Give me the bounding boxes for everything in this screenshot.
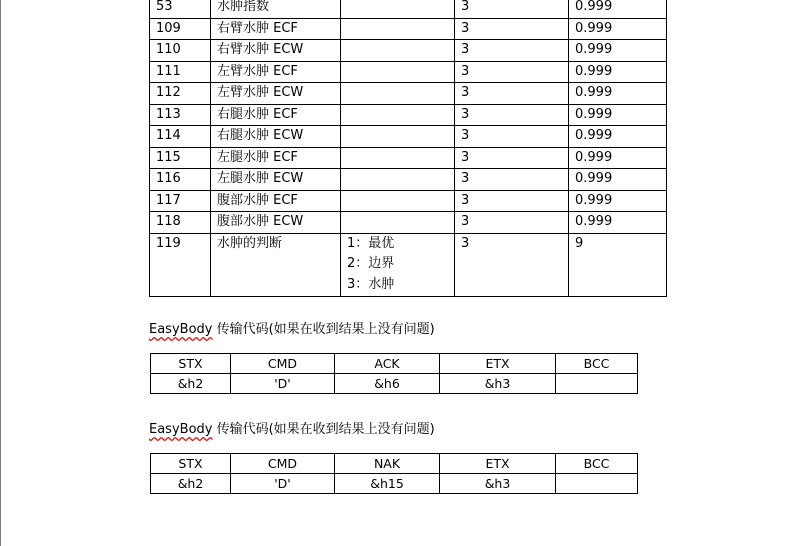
row-name: 腹部水肿 ECW [211,212,341,234]
row-col4: 3 [455,83,569,105]
nak-value-stx: &h2 [151,474,231,494]
table-row [150,190,667,212]
nak-value-bcc [556,474,638,494]
table-row [150,61,667,83]
row-name: 腹部水肿 ECF [211,190,341,212]
row-col5: 0.999 [569,169,667,191]
row-option [341,18,455,40]
row-name: 左臂水肿 ECF [211,61,341,83]
row-name: 左臂水肿 ECW [211,83,341,105]
page-left-edge [0,0,1,546]
row-option [341,83,455,105]
table-row [150,104,667,126]
row-id: 117 [150,190,211,212]
row-id: 53 [150,0,211,18]
row-name: 右臂水肿 ECW [211,40,341,62]
row-col4: 3 [455,147,569,169]
row-col4: 3 [455,18,569,40]
row-col5: 0.999 [569,40,667,62]
option-item: 1：最优 [347,235,395,251]
row-col4: 3 [455,61,569,83]
row-id: 111 [150,61,211,83]
row-option [341,40,455,62]
row-col4: 3 [455,233,569,296]
row-col5: 9 [569,233,667,296]
row-name: 水肿指数 [211,0,341,18]
ack-header-cmd: CMD [231,354,335,374]
section1-caption [149,318,435,337]
table-row [150,0,667,18]
row-name: 左腿水肿 ECW [211,169,341,191]
row-option [341,147,455,169]
table-row [150,18,667,40]
row-option [341,61,455,83]
table-row [150,212,667,234]
ack-value-bcc [556,374,638,394]
row-col4: 3 [455,104,569,126]
nak-value-etx: &h3 [440,474,556,494]
row-col4: 3 [455,169,569,191]
nak-header-nak: NAK [335,454,440,474]
row-col4: 3 [455,190,569,212]
row-id: 118 [150,212,211,234]
row-name: 水肿的判断 [211,233,341,296]
nak-header-bcc: BCC [556,454,638,474]
nak-header-etx: ETX [440,454,556,474]
section2-brand: EasyBody [149,422,213,437]
option-item: 2：边界 [347,256,395,271]
row-option [341,212,455,234]
row-option [341,104,455,126]
nak-value-nak: &h15 [335,474,440,494]
row-option [341,169,455,191]
row-id: 113 [150,104,211,126]
section2-caption-text: 传输代码(如果在收到结果上没有问题) [216,422,435,437]
row-col5: 0.999 [569,104,667,126]
ack-header-row [151,354,638,374]
row-id: 109 [150,18,211,40]
row-id: 112 [150,83,211,105]
ack-header-ack: ACK [335,354,440,374]
row-option [341,126,455,148]
row-col5: 0.999 [569,83,667,105]
row-col5: 0.999 [569,147,667,169]
row-options [341,233,455,296]
row-option [341,190,455,212]
nak-header-stx: STX [151,454,231,474]
ack-value-stx: &h2 [151,374,231,394]
ack-value-etx: &h3 [440,374,556,394]
nak-code-table [150,453,638,494]
option-item: 3：水肿 [347,276,395,292]
ack-code-table [150,353,638,394]
table-row [150,83,667,105]
table-row [150,126,667,148]
row-col5: 0.999 [569,212,667,234]
ack-value-row [151,374,638,394]
row-id: 115 [150,147,211,169]
row-id: 110 [150,40,211,62]
nak-value-row [151,474,638,494]
nak-header-row [151,454,638,474]
result-code-table [149,0,667,297]
row-name: 右腿水肿 ECW [211,126,341,148]
ack-header-stx: STX [151,354,231,374]
row-col4: 3 [455,40,569,62]
row-option [341,0,455,18]
nak-value-cmd: 'D' [231,474,335,494]
result-code-table-body [150,0,667,296]
row-id: 119 [150,233,211,296]
ack-header-bcc: BCC [556,354,638,374]
table-row [150,169,667,191]
row-col5: 0.999 [569,18,667,40]
ack-value-cmd: 'D' [231,374,335,394]
row-col4: 3 [455,0,569,18]
row-col5: 0.999 [569,190,667,212]
table-row [150,40,667,62]
row-col5: 0.999 [569,126,667,148]
section2-caption [149,418,435,437]
row-col4: 3 [455,212,569,234]
row-col4: 3 [455,126,569,148]
row-col5: 0.999 [569,61,667,83]
row-id: 116 [150,169,211,191]
row-name: 左腿水肿 ECF [211,147,341,169]
nak-header-cmd: CMD [231,454,335,474]
section1-caption-text: 传输代码(如果在收到结果上没有问题) [216,322,435,337]
row-id: 114 [150,126,211,148]
row-col5: 0.999 [569,0,667,18]
table-row [150,147,667,169]
ack-value-ack: &h6 [335,374,440,394]
row-name: 右腿水肿 ECF [211,104,341,126]
ack-header-etx: ETX [440,354,556,374]
row-name: 右臂水肿 ECF [211,18,341,40]
section1-brand: EasyBody [149,322,213,337]
table-row-judgement [150,233,667,296]
